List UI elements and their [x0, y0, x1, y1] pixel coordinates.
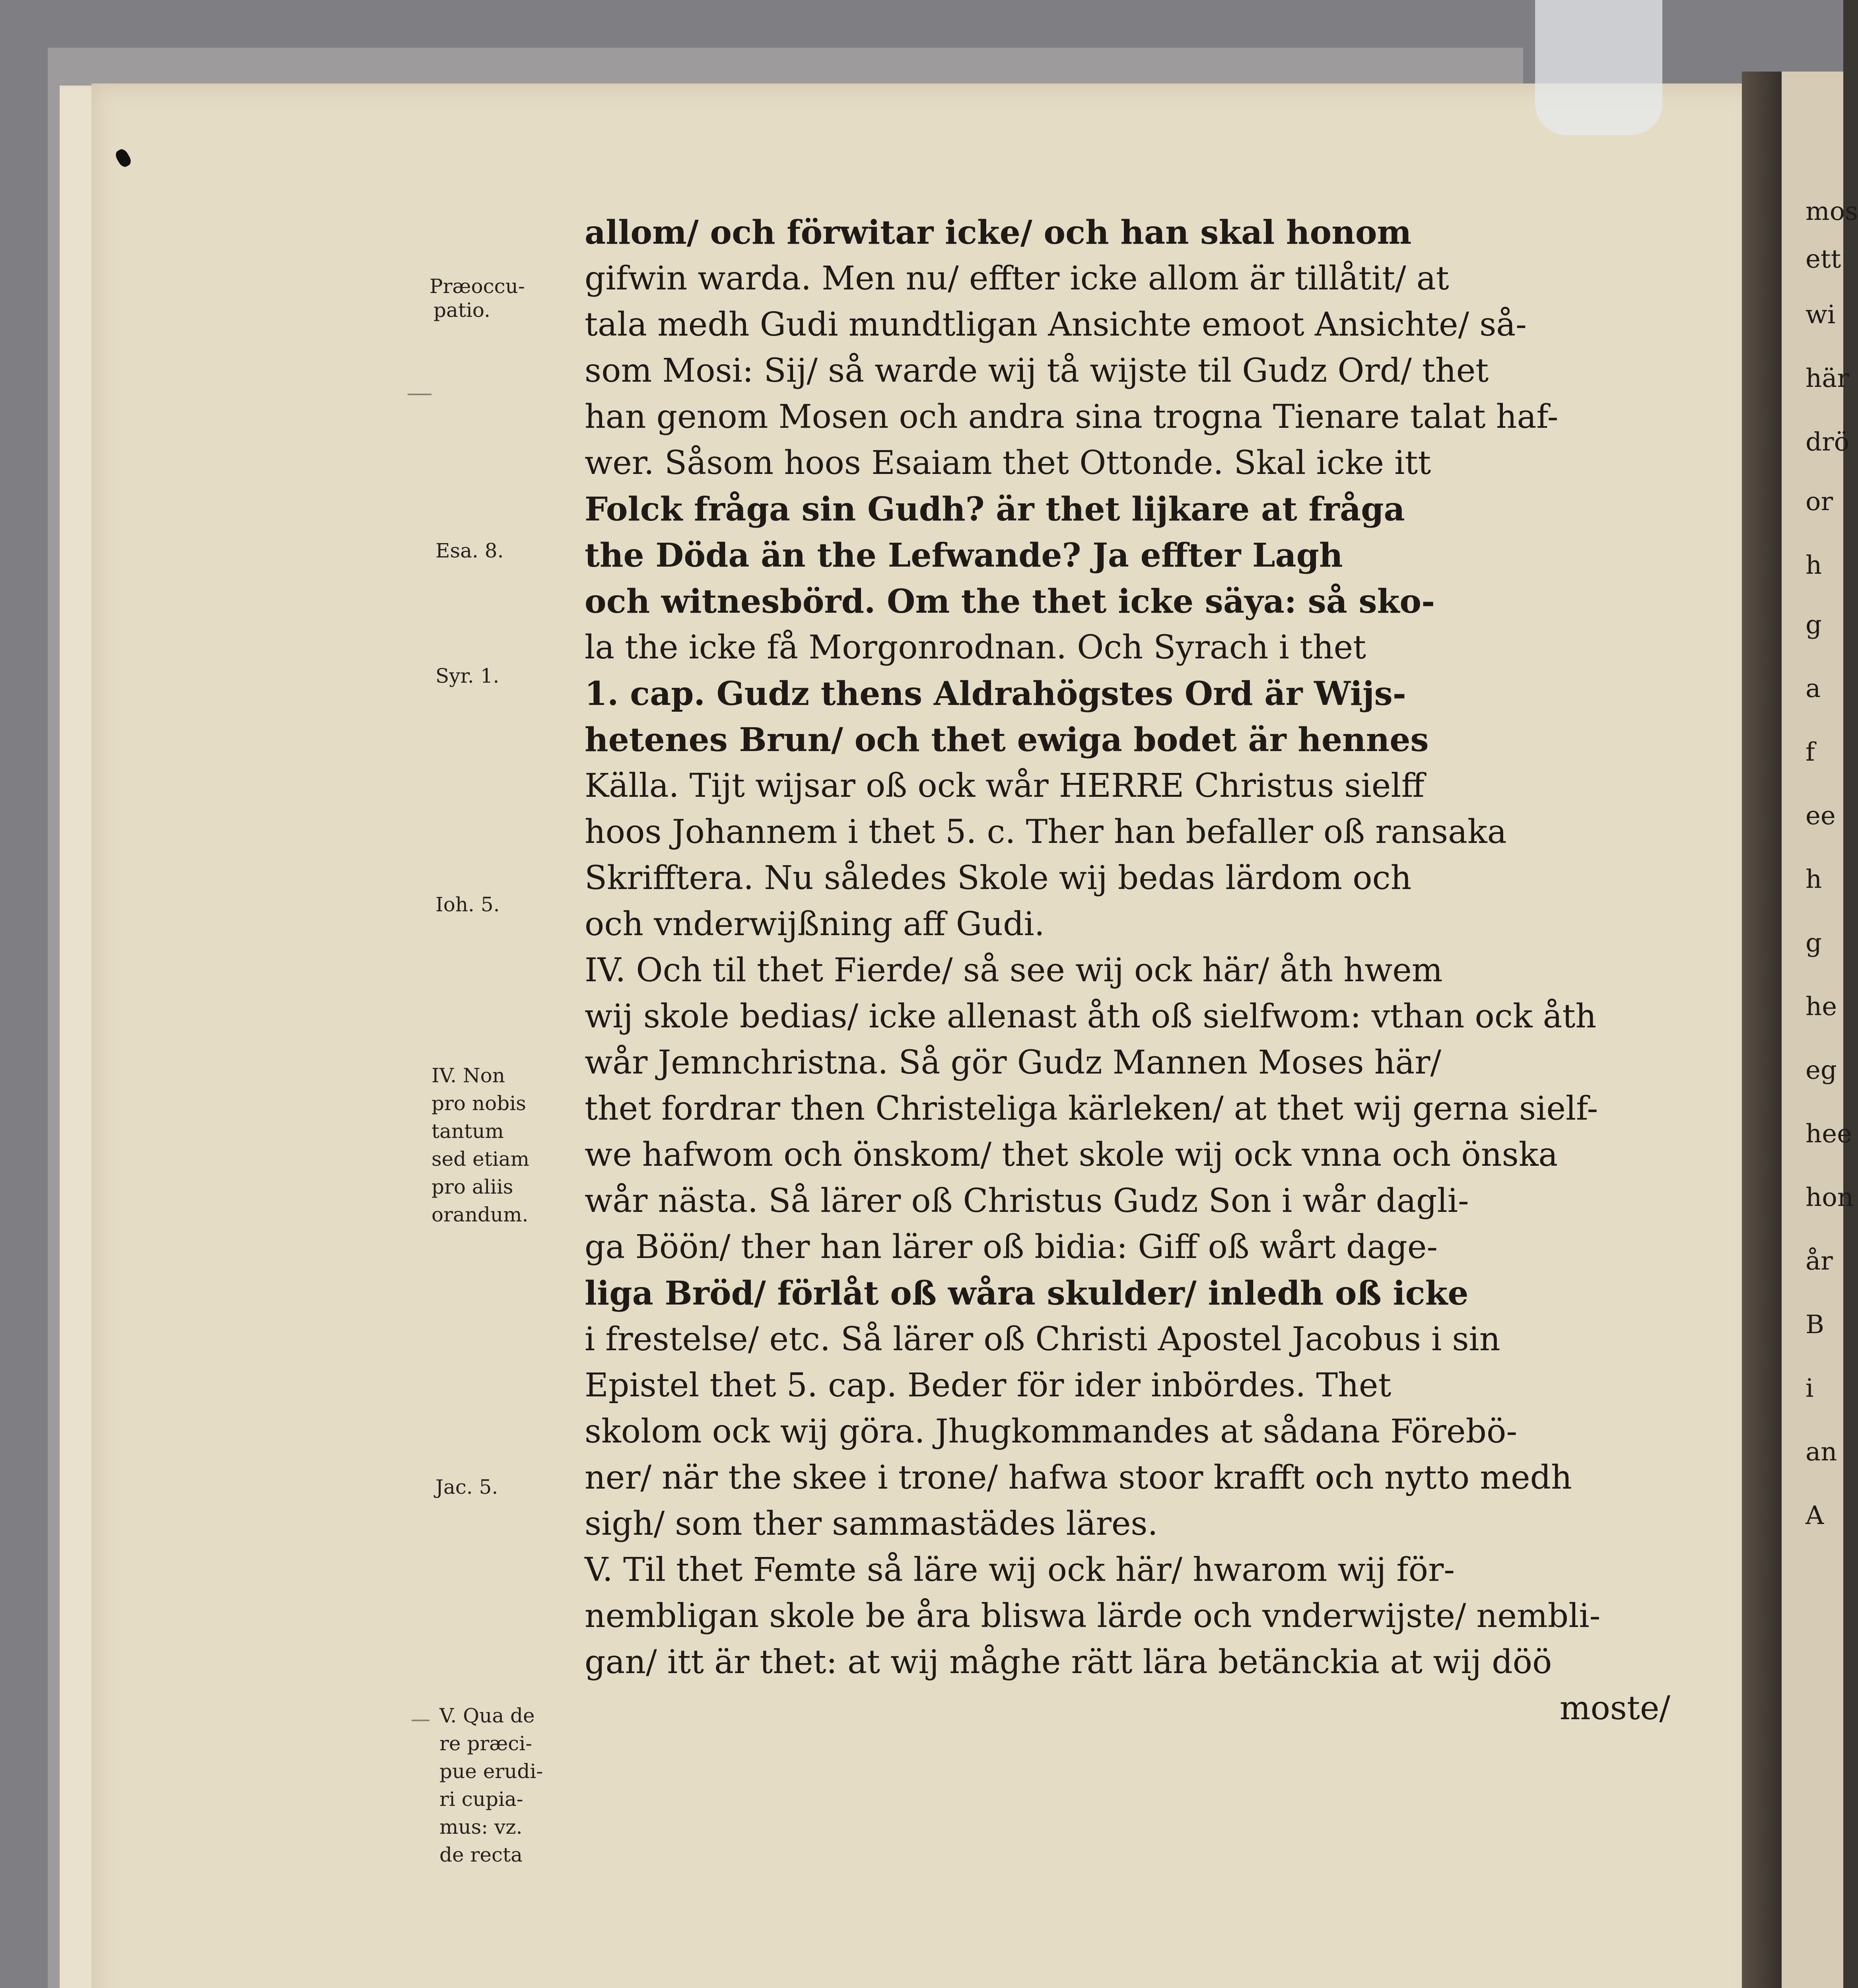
right-page-text-fragment: he — [1806, 992, 1837, 1021]
text-line: Skrifftera. Nu således Skole wij bedas lärdom och — [585, 859, 1412, 897]
margin-note-iv-1: IV. Non — [431, 1064, 505, 1087]
right-page-text-fragment: A — [1806, 1501, 1824, 1530]
text-line: wår nästa. Så lärer oß Christus Gudz Son i wår dagli- — [585, 1182, 1469, 1220]
text-line: och vnderwijßning aff Gudi. — [585, 905, 1045, 943]
text-line: thet fordrar then Christeliga kärleken/ at thet wij gerna sielf- — [585, 1090, 1598, 1128]
text-line: i frestelse/ etc. Så lärer oß Christi Apostel Jacobus i sin — [585, 1320, 1500, 1358]
margin-note-iv-2: pro nobis — [431, 1092, 526, 1115]
right-page-text-fragment: hon — [1806, 1183, 1854, 1212]
tape-strip — [1535, 0, 1662, 135]
margin-note-iv-5: pro aliis — [431, 1175, 513, 1198]
text-line: Folck fråga sin Gudh? är thet lijkare at fråga — [585, 490, 1405, 528]
right-page-text-fragment: g — [1806, 610, 1822, 640]
right-page-text-fragment: ee — [1806, 801, 1836, 831]
text-line: och witnesbörd. Om the thet icke säya: så sko- — [585, 582, 1435, 621]
right-page-text-fragment: an — [1806, 1437, 1837, 1467]
text-line: 1. cap. Gudz thens Aldrahögstes Ord är Wijs- — [585, 675, 1406, 713]
text-line: wår Jemnchristna. Så gör Gudz Mannen Moses här/ — [585, 1044, 1442, 1081]
text-line: we hafwom och önskom/ thet skole wij ock vnna och önska — [585, 1136, 1558, 1174]
margin-note-syr: Syr. 1. — [435, 664, 499, 687]
right-page-text-fragment: ett — [1806, 245, 1841, 274]
right-page-text-fragment: hee — [1806, 1119, 1852, 1149]
margin-note-v-6: de recta — [439, 1843, 523, 1866]
text-line: Källa. Tijt wijsar oß ock wår HERRE Christus sielff — [585, 767, 1425, 805]
margin-note-iv-4: sed etiam — [431, 1147, 530, 1171]
text-line: tala medh Gudi mundtligan Ansichte emoot Ansichte/ så- — [585, 306, 1527, 344]
margin-note-iv-3: tantum — [431, 1120, 504, 1143]
text-line: la the icke få Morgonrodnan. Och Syrach i thet — [585, 629, 1366, 666]
right-page-text-fragment: här — [1806, 364, 1849, 393]
text-line: ga Böön/ ther han lärer oß bidia: Giff oß wårt dage- — [585, 1228, 1438, 1266]
right-page-text-fragment: mos — [1806, 197, 1858, 226]
text-line: nembligan skole be åra bliswa lärde och vnderwijste/ nembli- — [585, 1597, 1601, 1635]
right-page-text-fragment: eg — [1806, 1056, 1837, 1085]
margin-note-ioh: Ioh. 5. — [435, 893, 500, 916]
right-page-text-fragment: g — [1806, 928, 1822, 958]
text-line: hetenes Brun/ och thet ewiga bodet är hennes — [585, 721, 1429, 759]
right-page-text-fragment: f — [1806, 738, 1815, 767]
margin-note-v-4: ri cupia- — [439, 1788, 523, 1811]
right-page-text-fragment: år — [1806, 1246, 1833, 1276]
margin-note-esa: Esa. 8. — [435, 539, 504, 562]
text-line: skolom ock wij göra. Jhugkommandes at sådana Förebö- — [585, 1413, 1518, 1450]
text-line: wij skole bedias/ icke allenast åth oß sielfwom: vthan ock åth — [585, 998, 1597, 1035]
margin-note-praeoccupatio-2: patio. — [433, 299, 491, 322]
text-line: gan/ itt är thet: at wij måghe rätt lära betänckia at wij döö — [585, 1643, 1552, 1681]
text-line: gifwin warda. Men nu/ effter icke allom är tillåtit/ at — [585, 260, 1449, 297]
right-page-text-fragment: h — [1806, 551, 1822, 580]
text-line: moste/ — [1559, 1689, 1670, 1727]
text-line: V. Til thet Femte så läre wij ock här/ hwarom wij för- — [585, 1551, 1455, 1589]
text-line: sigh/ som ther sammastädes läres. — [585, 1505, 1158, 1543]
right-page-text-fragment: or — [1806, 487, 1833, 516]
margin-note-v-3: pue erudi- — [439, 1760, 543, 1783]
margin-tick — [408, 394, 431, 395]
text-line: wer. Såsom hoos Esaiam thet Ottonde. Skal icke itt — [585, 444, 1431, 482]
text-line: the Döda än the Lefwande? Ja effter Lagh — [585, 536, 1343, 575]
text-line: han genom Mosen och andra sina trogna Tienare talat haf- — [585, 398, 1559, 436]
margin-note-v-2: re præci- — [439, 1732, 533, 1755]
text-line: allom/ och förwitar icke/ och han skal honom — [585, 214, 1412, 252]
text-line: IV. Och til thet Fierde/ så see wij ock här/ åth hwem — [585, 951, 1443, 989]
margin-note-praeoccupatio-1: Præoccu- — [430, 275, 525, 298]
margin-note-v-1: V. Qua de — [439, 1704, 535, 1727]
margin-tick — [412, 1720, 430, 1721]
margin-note-iv-6: orandum. — [431, 1203, 529, 1226]
right-page-text-fragment: wi — [1806, 300, 1836, 330]
text-line: hoos Johannem i thet 5. c. Ther han befaller oß ransaka — [585, 813, 1507, 851]
text-line: Epistel thet 5. cap. Beder för ider inbördes. Thet — [585, 1367, 1392, 1404]
right-page-edge — [1782, 72, 1858, 1988]
right-page-text-fragment: a — [1806, 674, 1821, 703]
margin-note-v-5: mus: vz. — [439, 1815, 523, 1839]
right-page-text-fragment: drö — [1806, 427, 1850, 457]
right-page-text-fragment: h — [1806, 865, 1822, 894]
text-line: ner/ när the skee i trone/ hafwa stoor krafft och nytto medh — [585, 1459, 1572, 1497]
text-line: som Mosi: Sij/ så warde wij tå wijste til Gudz Ord/ thet — [585, 352, 1489, 390]
margin-note-jac: Jac. 5. — [435, 1475, 498, 1499]
right-page-text-fragment: B — [1806, 1310, 1825, 1340]
text-line: liga Bröd/ förlåt oß wåra skulder/ inledh oß icke — [585, 1274, 1469, 1312]
right-page-text-fragment: i — [1806, 1374, 1814, 1403]
